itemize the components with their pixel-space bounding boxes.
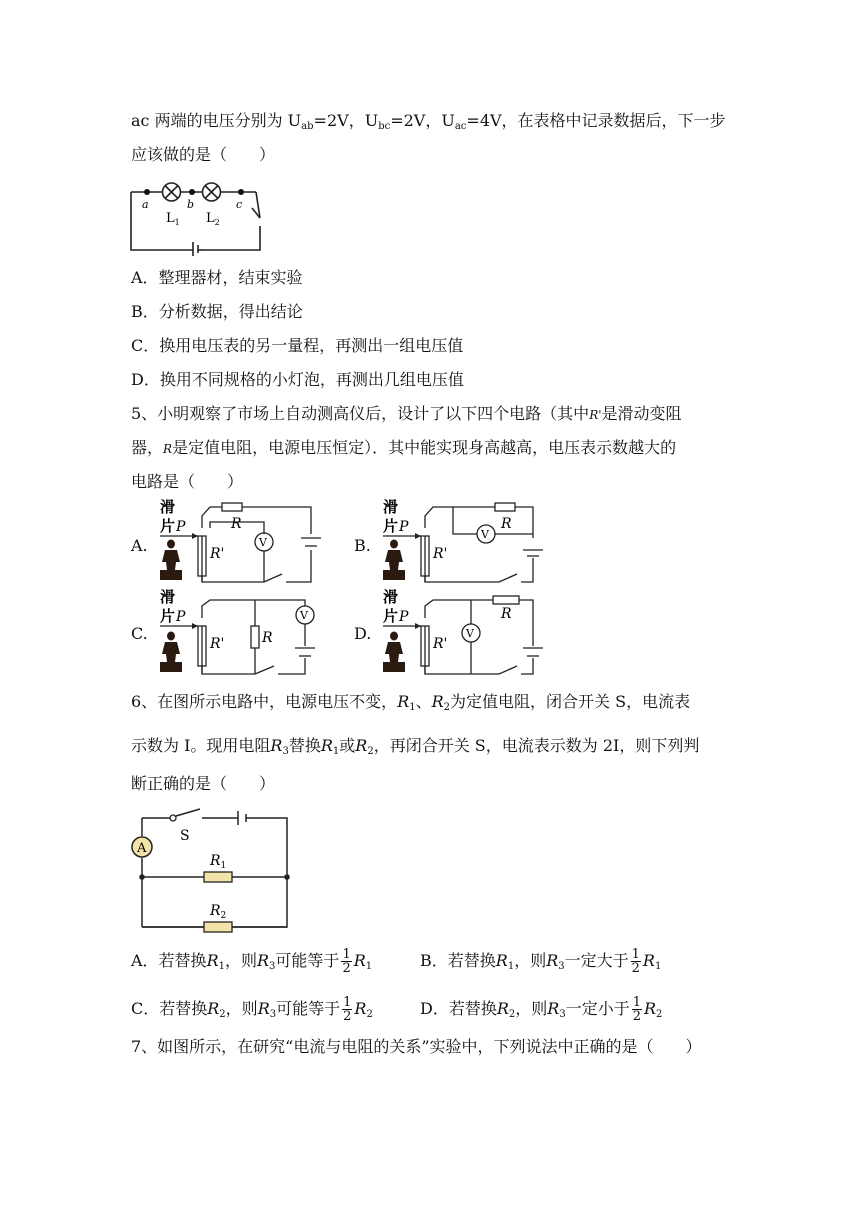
q6-circuit-figure	[128, 806, 298, 934]
sub-2: 2	[367, 746, 374, 757]
q4-label-b: b	[187, 198, 195, 211]
q6-option-c	[131, 996, 373, 1025]
frac-den: 2	[632, 1009, 641, 1024]
fraction-half	[341, 948, 351, 975]
fraction-half	[342, 996, 352, 1023]
sub-3: 3	[269, 961, 276, 972]
label-r: R	[231, 516, 242, 532]
resistor-r1	[204, 872, 232, 882]
q5-text-2a: 器，	[131, 438, 164, 457]
q6-r1: R	[397, 692, 410, 711]
sub-3: 3	[559, 1009, 566, 1020]
q5-rprime: R'	[589, 408, 602, 422]
sub-1: 1	[654, 961, 662, 972]
resistor-r2	[204, 922, 232, 932]
q6-text-2b: 替换	[288, 736, 321, 755]
r: R	[353, 951, 366, 970]
q6-stem-line1	[131, 692, 690, 718]
q4-option-b: B．分析数据，得出结论	[131, 302, 303, 321]
sub-bc: bc	[378, 121, 391, 132]
sub-2: 2	[219, 1009, 226, 1020]
q6-text-2a: 示数为 I。现用电阻	[131, 736, 271, 755]
sub-1: 1	[218, 961, 225, 972]
r: R	[644, 999, 657, 1018]
r: R	[257, 999, 270, 1018]
q5-stem-line3: 电路是（ ）	[131, 472, 244, 491]
q4-option-d: D．换用不同规格的小灯泡，再测出几组电压值	[131, 370, 464, 389]
q6-option-d	[420, 996, 662, 1025]
q6-option-a	[131, 948, 372, 977]
opt-text: B．若替换	[420, 951, 496, 970]
q5-stem-line1	[131, 404, 682, 425]
person-icon	[160, 540, 182, 581]
q4-eq1: =2V，U	[313, 111, 379, 130]
r: R	[496, 999, 509, 1018]
sub-3: 3	[282, 746, 289, 757]
q5-circuit-d	[381, 588, 551, 680]
frac-num: 1	[343, 995, 352, 1010]
q6-text-1a: 6、在图所示电路中，电源电压不变，	[131, 692, 398, 711]
q6-sep: 、	[415, 692, 432, 711]
q4-label-c: c	[236, 198, 243, 211]
r: R	[354, 999, 367, 1018]
q5-text-2b: 是定值电阻，电源电压恒定）．其中能实现身高越高，电压表示数越大的	[172, 438, 677, 457]
fraction-half	[631, 948, 641, 975]
opt-text: ，则	[514, 951, 547, 970]
r: R	[642, 951, 655, 970]
label-slide: 滑	[160, 498, 176, 516]
label-slide: 滑	[160, 588, 176, 606]
sub-2: 2	[443, 702, 451, 713]
sub-3: 3	[558, 961, 565, 972]
q6-r1b: R	[320, 736, 333, 755]
q5-circuit-c	[158, 588, 328, 680]
q4-label-a: a	[142, 198, 149, 211]
person-icon	[160, 632, 182, 673]
voltmeter-icon: V	[300, 609, 308, 622]
voltmeter-icon: V	[259, 536, 267, 549]
label-slide: 片	[160, 607, 176, 625]
q4-stem-line2: 应该做的是（ ）	[131, 145, 276, 164]
opt-text: ，则	[515, 999, 548, 1018]
frac-num: 1	[342, 947, 351, 962]
person-icon	[383, 632, 405, 673]
opt-text: 可能等于	[276, 999, 341, 1018]
q5-text-1a: 5、小明观察了市场上自动测高仪后，设计了以下四个电路（其中	[131, 404, 590, 423]
label-rprime: R'	[433, 636, 448, 652]
q4-circuit-figure	[126, 178, 271, 256]
voltmeter-icon: V	[481, 528, 489, 541]
sub-2: 2	[656, 1009, 663, 1020]
label-rprime: R'	[433, 546, 448, 562]
q5-option-d-label: D.	[354, 624, 372, 643]
q5-option-b-label: B.	[354, 536, 371, 555]
ammeter-label: A	[137, 841, 147, 856]
frac-den: 2	[342, 961, 351, 976]
label-p: P	[399, 609, 409, 625]
label-slide: 滑	[383, 498, 399, 516]
q4-label-L1: $L_1$	[166, 211, 180, 227]
r: R	[257, 951, 270, 970]
frac-den: 2	[631, 961, 640, 976]
opt-text: 一定小于	[565, 999, 630, 1018]
label-r: R	[501, 516, 512, 532]
r: R	[546, 951, 559, 970]
q6-r2b: R	[355, 736, 368, 755]
q6-option-b	[420, 948, 661, 977]
opt-text: 可能等于	[275, 951, 340, 970]
opt-text: ，则	[224, 951, 257, 970]
label-rprime: R'	[210, 546, 225, 562]
q4-stem-line1	[131, 111, 726, 137]
q5-stem-line2	[131, 438, 676, 459]
q6-stem-line2	[131, 736, 699, 762]
switch-label: S	[180, 828, 190, 844]
opt-text: 一定大于	[564, 951, 629, 970]
opt-text: C．若替换	[131, 999, 208, 1018]
q6-r2: R	[431, 692, 444, 711]
label-p: P	[399, 519, 409, 535]
fraction-half	[632, 996, 642, 1023]
q5-option-a-label: A.	[131, 536, 148, 555]
sub-1: 1	[507, 961, 515, 972]
label-r: R	[501, 606, 512, 622]
voltmeter-icon: V	[466, 627, 474, 640]
r: R	[206, 951, 219, 970]
label-r: R	[262, 630, 273, 646]
frac-num: 1	[632, 995, 641, 1010]
person-icon	[383, 540, 405, 581]
q4-label-L2: $L_2$	[206, 211, 220, 227]
opt-text: D．若替换	[420, 999, 497, 1018]
q4-eq2: =2V，U	[390, 111, 455, 130]
q4-eq3: =4V，在表格中记录数据后，下一步	[466, 111, 726, 130]
r: R	[495, 951, 508, 970]
sub-ac: ac	[454, 121, 467, 132]
q6-text-2d: ，再闭合开关 S，电流表示数为 2I，则下列判	[373, 736, 700, 755]
sub-2: 2	[508, 1009, 516, 1020]
q5-circuit-a	[158, 498, 328, 588]
r1-label: $R_1$	[210, 853, 227, 871]
q6-text-2c: 或	[339, 736, 356, 755]
sub-1: 1	[409, 702, 416, 713]
sub-1: 1	[365, 961, 373, 972]
r: R	[207, 999, 220, 1018]
sub-3: 3	[269, 1009, 277, 1020]
q5-option-c-label: C.	[131, 624, 148, 643]
q6-stem-line3: 断正确的是（ ）	[131, 774, 276, 793]
label-slide: 滑	[383, 588, 399, 606]
label-slide: 片	[160, 517, 176, 535]
r2-label: $R_2$	[210, 903, 227, 921]
frac-den: 2	[343, 1009, 352, 1024]
frac-num: 1	[631, 947, 640, 962]
label-p: P	[176, 519, 186, 535]
r: R	[547, 999, 560, 1018]
q4-option-a: A．整理器材，结束实验	[131, 268, 303, 287]
q6-text-1b: 为定值电阻，闭合开关 S，电流表	[450, 692, 691, 711]
label-slide: 片	[383, 607, 399, 625]
opt-text: A．若替换	[131, 951, 207, 970]
sub-ab: ab	[301, 121, 314, 132]
q5-circuit-b	[381, 498, 551, 588]
q6-r3: R	[270, 736, 283, 755]
q4-option-c: C．换用电压表的另一量程，再测出一组电压值	[131, 336, 464, 355]
sub-1: 1	[332, 746, 340, 757]
label-slide: 片	[383, 517, 399, 535]
q5-text-1b: 是滑动变阻	[601, 404, 682, 423]
label-rprime: R'	[210, 636, 225, 652]
q7-stem: 7、如图所示，在研究“电流与电阻的关系”实验中，下列说法中正确的是（ ）	[131, 1037, 702, 1056]
q5-r: R	[163, 442, 173, 456]
opt-text: ，则	[225, 999, 258, 1018]
q4-stem-text: ac 两端的电压分别为 U	[131, 111, 302, 130]
label-p: P	[176, 609, 186, 625]
sub-2: 2	[366, 1009, 373, 1020]
